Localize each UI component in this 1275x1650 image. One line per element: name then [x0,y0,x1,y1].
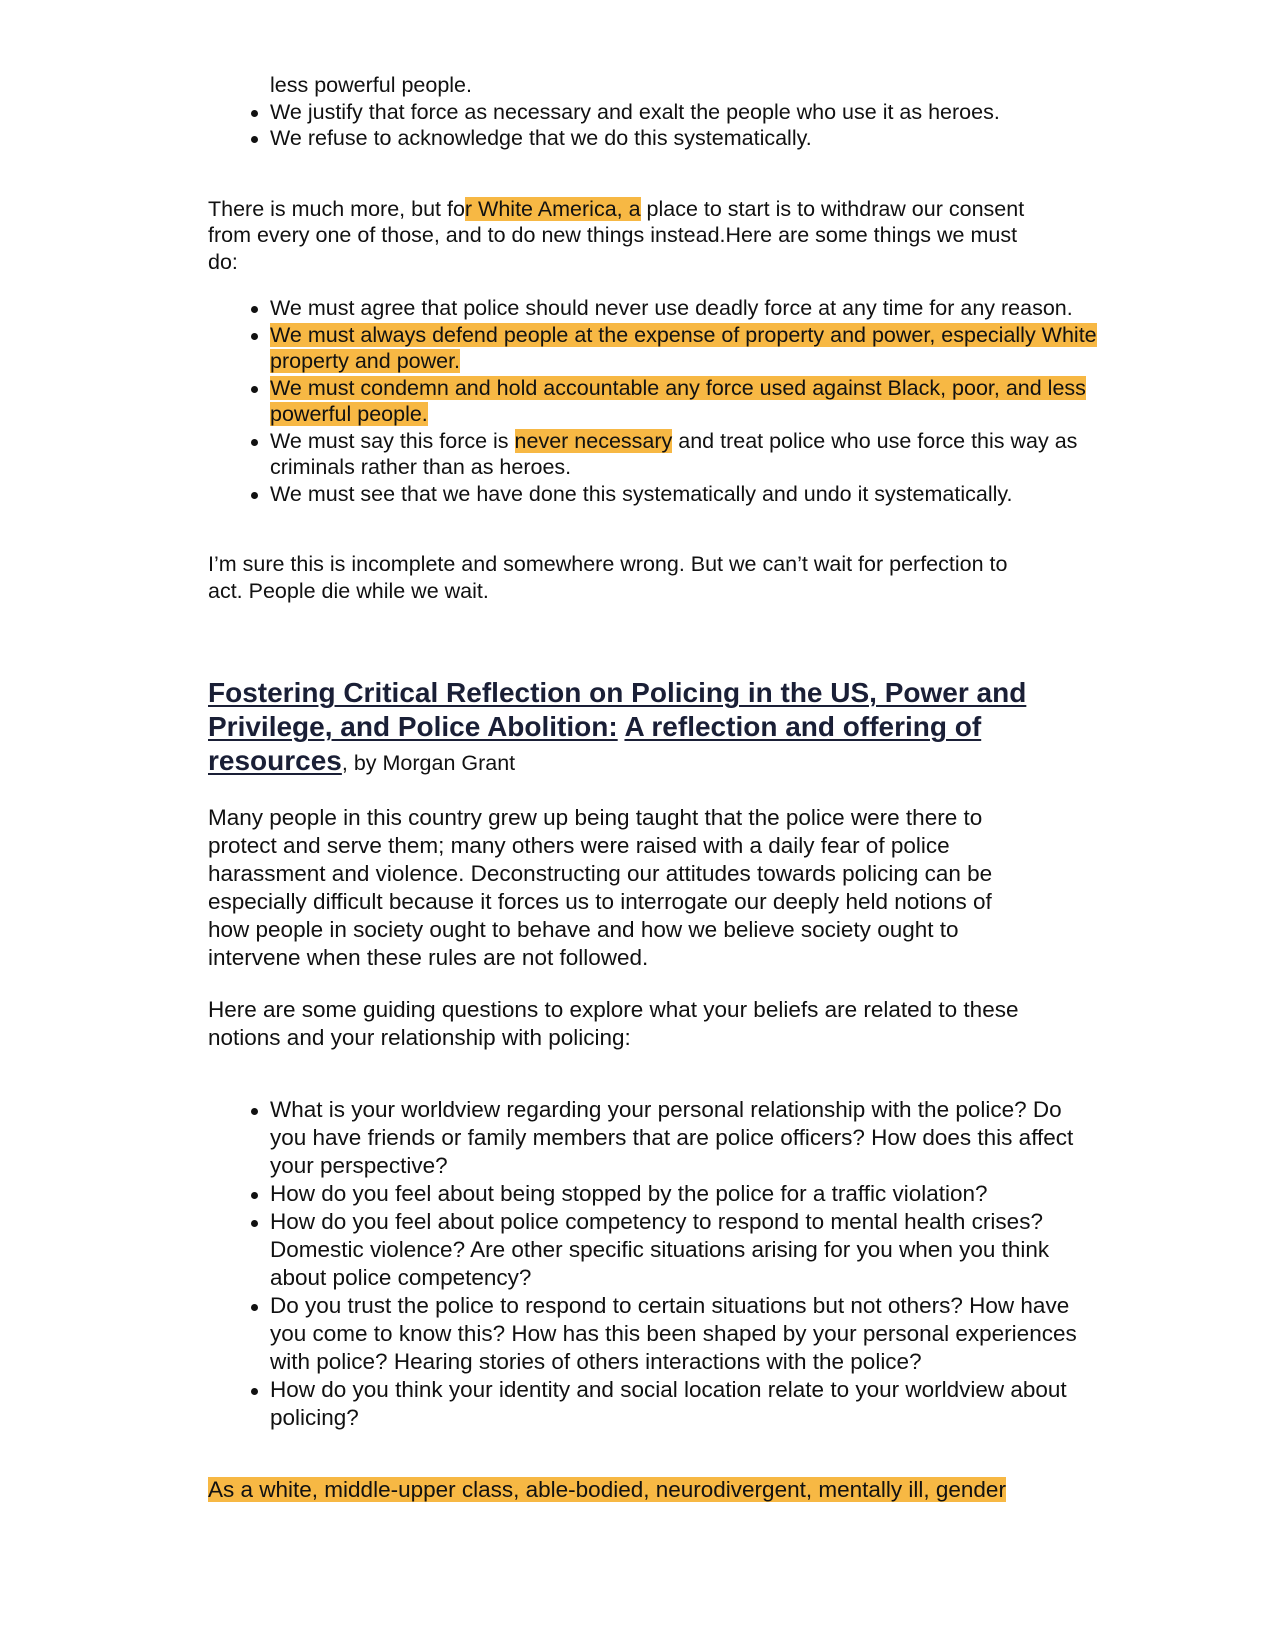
paragraph-guiding: Here are some guiding questions to explore what your beliefs are related to these notions and your relationship with policing: [208,997,1019,1050]
paragraph-incomplete: I’m sure this is incomplete and somewhere wrong. But we can’t wait for perfection to act. People die while we wait. [208,552,1008,603]
highlight: We must always defend people at the expense of property and power, especially White property and power. [270,322,1097,373]
list-item [270,322,1100,375]
list-item-text: We must say this force is [270,428,515,453]
must-do-list [208,295,1100,507]
article-heading [208,676,1038,780]
list-item: How do you feel about being stopped by the police for a traffic violation? [270,1180,1080,1208]
list-item: How do you feel about police competency to respond to mental health crises? Domestic violence? Are other specific situations arising for you when you think about police competency? [270,1208,1080,1292]
list-item: Do you trust the police to respond to certain situations but not others? How have you come to know this? How has this been shaped by your personal experiences with police? Hearing stories of others interactions with the police? [270,1292,1080,1376]
document-page [208,72,1097,1504]
paragraph-consent [208,196,1028,276]
article-link-title[interactable]: Fostering Critical Reflection on Policing in the US, Power and Privilege, and Police Abolition: [208,677,1027,742]
questions-list [208,1096,1080,1432]
article-byline: , by Morgan Grant [341,751,516,775]
list-item: We must agree that police should never use deadly force at any time for any reason. [270,295,1100,322]
highlight: never necessary [514,428,673,453]
list-item [270,375,1100,428]
top-bullet-list [208,72,1088,152]
list-item: We must see that we have done this systematically and undo it systematically. [270,481,1100,508]
highlight: We must condemn and hold accountable any force used against Black, poor, and less powerful people. [270,375,1086,426]
list-item [270,428,1100,481]
paragraph-final [208,1476,1088,1504]
list-item: How do you think your identity and social location relate to your worldview about policing? [270,1376,1080,1432]
list-item-text: and treat police who use force this way as criminals rather than as heroes. [270,428,1078,479]
paragraph-text: place to start is to withdraw our consent from every one of those, and to do new things instead.Here are some things we must do: [208,196,1025,274]
list-item: What is your worldview regarding your personal relationship with the police? Do you have friends or family members that are police officers? How does this affect your perspective? [270,1096,1080,1180]
paragraph-intro: Many people in this country grew up being taught that the police were there to protect and serve them; many others were raised with a daily fear of police harassment and violence. Deconstructing our attitudes towards policing can be especially difficult because it forces us to interrogate our deeply held notions of how people in society ought to behave and how we believe society ought to intervene when these rules are not followed. [208,805,993,970]
list-item: less powerful people. [270,73,472,97]
list-item: We justify that force as necessary and exalt the people who use it as heroes. [270,99,1088,126]
paragraph-text: There is much more, but fo [208,196,465,221]
list-item: We refuse to acknowledge that we do this systematically. [270,125,1088,152]
highlight: As a white, middle-upper class, able-bodied, neurodivergent, mentally ill, gender [208,1477,1006,1502]
article-link-resources[interactable]: A reflection and offering of resources [208,711,982,776]
highlight: r White America, a [464,196,641,221]
